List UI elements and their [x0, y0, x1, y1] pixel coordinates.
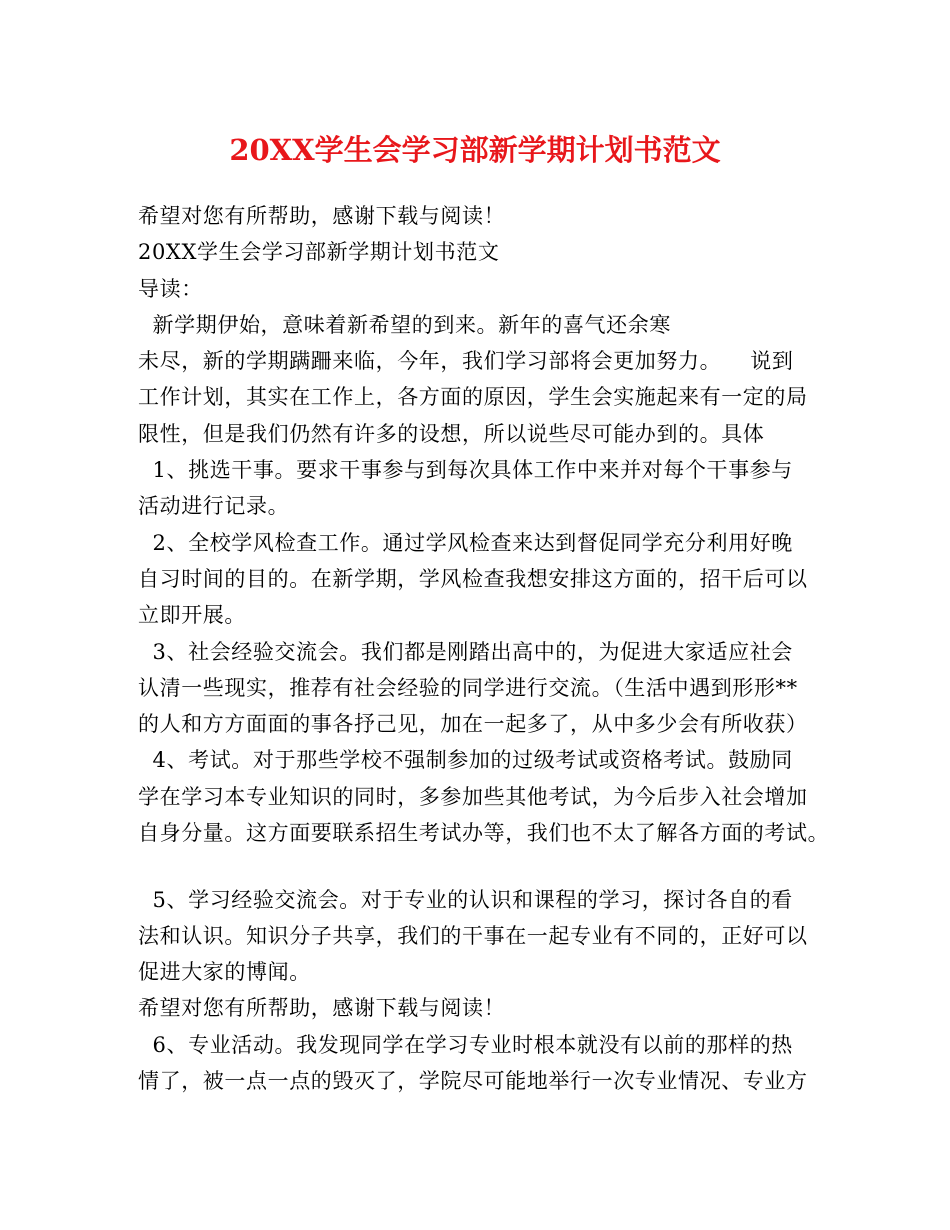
- text-line: 希望对您有所帮助，感谢下载与阅读！: [138, 996, 506, 1020]
- text-line: 未尽，新的学期蹒跚来临，今年，我们学习部将会更加努力。 说到: [138, 349, 794, 373]
- document-title: 20XX学生会学习部新学期计划书范文: [229, 133, 721, 167]
- text-line: 6、专业活动。我发现同学在学习专业时根本就没有以前的那样的热: [138, 1033, 793, 1057]
- text-line: 限性，但是我们仍然有许多的设想，所以说些尽可能办到的。具体: [138, 422, 765, 446]
- text-line: 4、考试。对于那些学校不强制参加的过级考试或资格考试。鼓励同: [138, 748, 793, 772]
- text-line: 自习时间的目的。在新学期，学风检查我想安排这方面的，招干后可以: [138, 567, 808, 591]
- text-line: 自身分量。这方面要联系招生考试办等，我们也不太了解各方面的考试。: [138, 821, 830, 845]
- text-line: 情了，被一点一点的毁灭了，学院尽可能地举行一次专业情况、专业方: [138, 1069, 808, 1093]
- text-line: 新学期伊始，意味着新希望的到来。新年的喜气还余寒: [138, 313, 671, 337]
- text-line: 导读：: [138, 277, 203, 301]
- text-line: 希望对您有所帮助，感谢下载与阅读！: [138, 204, 506, 228]
- text-line: 5、学习经验交流会。对于专业的认识和课程的学习，探讨各自的看: [138, 888, 793, 912]
- text-line: 法和认识。知识分子共享，我们的干事在一起专业有不同的，正好可以: [138, 924, 808, 948]
- text-line: 活动进行记录。: [138, 494, 290, 518]
- text-line: 3、社会经验交流会。我们都是刚踏出高中的，为促进大家适应社会: [138, 640, 793, 664]
- text-line: 促进大家的博闻。: [138, 960, 311, 984]
- text-line: 立即开展。: [138, 603, 246, 627]
- text-line: 1、挑选干事。要求干事参与到每次具体工作中来并对每个干事参与: [138, 458, 793, 482]
- text-line: 学在学习本专业知识的同时，多参加些其他考试，为今后步入社会增加: [138, 785, 808, 809]
- text-line: 认清一些现实，推荐有社会经验的同学进行交流。（生活中遇到形形**: [138, 676, 798, 700]
- text-line: 工作计划，其实在工作上，各方面的原因，学生会实施起来有一定的局: [138, 385, 808, 409]
- text-line: 2、全校学风检查工作。通过学风检查来达到督促同学充分利用好晚: [138, 531, 793, 555]
- text-line: 20XX学生会学习部新学期计划书范文: [138, 240, 500, 264]
- text-line: 的人和方方面面的事各抒己见，加在一起多了，从中多少会有所收获）: [138, 712, 808, 736]
